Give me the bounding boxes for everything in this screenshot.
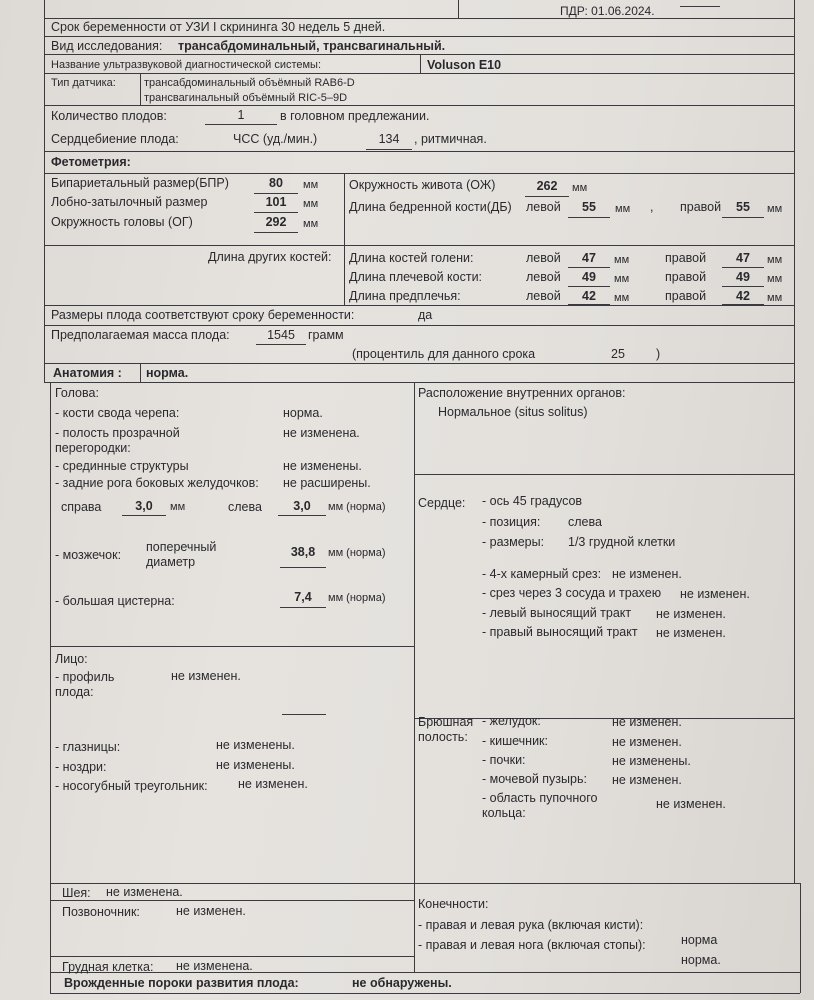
bowel-label: - кишечник:	[482, 734, 548, 748]
value-underline	[205, 124, 277, 125]
horn-right-label: справа	[61, 500, 102, 514]
unit-mm: мм	[614, 254, 630, 266]
ofd-label: Лобно-затылочный размер	[51, 195, 208, 209]
neck-value: не изменена.	[106, 885, 183, 899]
horns-value: не расширены.	[283, 476, 371, 490]
hc-value: 292	[265, 215, 287, 229]
blank-underline	[680, 6, 720, 7]
face-title: Лицо:	[55, 652, 88, 666]
value-underline	[122, 515, 166, 516]
csp-value: не изменена.	[283, 426, 360, 440]
ac-label: Окружность живота (ОЖ)	[349, 178, 496, 192]
other-bones-label: Длина других костей:	[208, 250, 332, 264]
lvot-label: - левый выносящий тракт	[482, 606, 632, 620]
percentile-close: )	[656, 347, 661, 361]
row-divider	[50, 956, 414, 957]
row-divider	[50, 646, 414, 647]
three-vessel-value: не изменен.	[680, 587, 750, 601]
fetus-presentation: в головном предлежании.	[280, 109, 430, 123]
neck-label: Шея:	[62, 886, 91, 900]
bladder-label: - мочевой пузырь:	[482, 772, 587, 786]
right-label: правой	[680, 200, 722, 214]
abdomen-title-2: полость:	[418, 730, 468, 744]
legs-label: - правая и левая нога (включая стопы):	[418, 938, 646, 952]
cisterna-label: - большая цистерна:	[55, 594, 175, 608]
col-divider	[420, 54, 421, 73]
cerebellum-sub-2: диаметр	[146, 555, 196, 569]
weight-value: 1545	[267, 328, 295, 342]
anatomy-value: норма.	[146, 366, 189, 380]
col-divider	[414, 382, 415, 972]
col-divider	[140, 73, 141, 105]
unit-mm: мм	[614, 292, 630, 304]
kidneys-label: - почки:	[482, 753, 526, 767]
row-divider	[50, 900, 414, 901]
anatomy-title: Анатомия :	[53, 366, 122, 380]
humerus-left-value: 49	[582, 270, 596, 284]
malformations-label: Врожденные пороки развития плода:	[64, 976, 299, 990]
left-label: левой	[526, 270, 561, 284]
bladder-value: не изменен.	[612, 773, 682, 787]
right-label: правой	[665, 289, 707, 303]
profile-label-2: плода:	[55, 685, 94, 699]
left-label: левой	[526, 251, 561, 265]
exam-type-value: трансабдоминальный, трансвагинальный.	[178, 39, 446, 53]
col-divider	[140, 363, 141, 382]
rvot-label: - правый выносящий тракт	[482, 625, 638, 639]
horns-label: - задние рога боковых желудочков:	[55, 476, 259, 490]
three-vessel-label: - срез через 3 сосуда и трахею	[482, 586, 662, 600]
nostrils-label: - ноздри:	[55, 760, 107, 774]
heart-rate-label: ЧСС (уд./мин.)	[233, 132, 318, 146]
heart-axis: - ось 45 градусов	[482, 494, 583, 508]
cisterna-value: 7,4	[294, 590, 312, 604]
fl-left-value: 55	[582, 200, 596, 214]
heart-position-label: - позиция:	[482, 515, 541, 529]
value-underline	[278, 515, 326, 516]
unit-mm: мм	[170, 501, 186, 513]
malformations-value: не обнаружены.	[352, 976, 452, 990]
right-label: правой	[665, 251, 707, 265]
percentile-value: 25	[611, 347, 625, 361]
col-divider	[458, 0, 459, 18]
row-divider	[414, 474, 794, 475]
fetometry-title: Фетометрия:	[51, 155, 131, 169]
profile-value: не изменен.	[171, 669, 241, 683]
horn-left-value: 3,0	[293, 499, 311, 513]
size-match-value: да	[418, 308, 433, 322]
row-divider	[50, 993, 800, 994]
csp-label-2: перегородки:	[55, 441, 131, 455]
horn-left-label: слева	[228, 500, 262, 514]
comma: ,	[650, 200, 654, 214]
exam-type-label: Вид исследования:	[51, 39, 163, 53]
four-chamber-value: не изменен.	[612, 567, 682, 581]
profile-label-1: - профиль	[55, 670, 115, 684]
organs-value: Нормальное (situs solitus)	[438, 405, 588, 419]
blank-underline	[282, 714, 326, 715]
humerus-right-value: 49	[736, 270, 750, 284]
cord-label-2: кольца:	[482, 806, 526, 820]
right-border	[794, 0, 795, 883]
orbits-value: не изменены.	[216, 738, 295, 752]
row-divider	[50, 972, 800, 973]
right-border	[800, 883, 801, 993]
cerebellum-label: - мозжечок:	[55, 548, 122, 562]
unit-mm-norm: мм (норма)	[328, 501, 386, 513]
value-underline	[366, 149, 412, 150]
unit-mm: мм	[614, 273, 630, 285]
row-divider	[44, 305, 794, 306]
fl-label: Длина бедренной кости(ДБ)	[349, 200, 512, 214]
organs-title: Расположение внутренних органов:	[418, 386, 626, 400]
row-divider	[44, 18, 794, 19]
stomach-label: - желудок:	[482, 714, 541, 728]
cerebellum-value: 38,8	[290, 545, 316, 559]
orbits-label: - глазницы:	[55, 740, 121, 754]
probe-line-2: трансвагинальный объёмный RIC-5–9D	[144, 92, 348, 104]
value-underline	[254, 193, 298, 194]
four-chamber-label: - 4-х камерный срез:	[482, 567, 602, 581]
value-underline	[254, 212, 298, 213]
row-divider	[44, 245, 794, 246]
percentile-label: (процентиль для данного срока	[352, 347, 536, 361]
weight-label: Предполагаемая масса плода:	[51, 328, 230, 342]
value-underline	[525, 196, 569, 197]
forearm-label: Длина предплечья:	[349, 289, 461, 303]
legs-value: норма.	[681, 953, 721, 967]
value-underline	[568, 286, 610, 287]
head-title: Голова:	[55, 386, 99, 400]
unit-mm: мм	[615, 203, 631, 215]
unit-mm: мм	[303, 198, 319, 210]
left-label: левой	[526, 289, 561, 303]
heart-rate-value: 134	[378, 132, 400, 146]
unit-mm: мм	[767, 292, 783, 304]
weight-unit: грамм	[308, 328, 344, 342]
unit-mm: мм	[767, 203, 783, 215]
horn-right-value: 3,0	[135, 499, 153, 513]
value-underline	[722, 304, 764, 305]
system-value: Voluson E10	[427, 58, 502, 72]
chest-label: Грудная клетка:	[62, 960, 154, 974]
cord-label-1: - область пупочного	[482, 791, 598, 805]
ac-value: 262	[536, 179, 558, 193]
midline-value: не изменены.	[283, 459, 362, 473]
left-border	[50, 382, 51, 994]
chest-value: не изменена.	[176, 959, 253, 973]
unit-mm: мм	[767, 273, 783, 285]
midline-label: - срединные структуры	[55, 459, 189, 473]
ofd-value: 101	[265, 195, 287, 209]
gestational-age: Срок беременности от УЗИ I скрининга 30 недель 5 дней.	[51, 20, 386, 34]
rvot-value: не изменен.	[656, 626, 726, 640]
triangle-label: - носогубный треугольник:	[55, 779, 208, 793]
probe-line-1: трансабдоминальный объёмный RAB6-D	[144, 77, 355, 89]
skull-value: норма.	[283, 406, 323, 420]
arms-label: - правая и левая рука (включая кисти):	[418, 918, 644, 932]
row-divider	[44, 105, 794, 106]
bpd-label: Бипариетальный размер(БПР)	[51, 176, 229, 190]
tibia-label: Длина костей голени:	[349, 251, 474, 265]
row-divider	[44, 151, 794, 152]
value-underline	[568, 267, 610, 268]
right-label: правой	[665, 270, 707, 284]
due-date: ПДР: 01.06.2024.	[560, 4, 655, 18]
heart-title: Сердце:	[418, 496, 466, 510]
unit-mm: мм	[303, 218, 319, 230]
limbs-title: Конечности:	[418, 897, 489, 911]
unit-mm-norm: мм (норма)	[328, 547, 386, 559]
value-underline	[280, 567, 326, 568]
hc-label: Окружность головы (ОГ)	[51, 215, 193, 229]
value-underline	[722, 267, 764, 268]
row-divider	[44, 173, 794, 174]
stomach-value: не изменен.	[612, 715, 682, 729]
triangle-value: не изменен.	[238, 777, 308, 791]
spine-value: не изменен.	[176, 904, 246, 918]
row-divider	[44, 363, 794, 364]
unit-mm: мм	[572, 182, 588, 194]
fl-right-value: 55	[736, 200, 750, 214]
nostrils-value: не изменены.	[216, 758, 295, 772]
value-underline	[568, 304, 610, 305]
cord-value: не изменен.	[656, 797, 726, 811]
size-match-label: Размеры плода соответствуют сроку беременности:	[51, 308, 355, 322]
col-divider	[344, 173, 345, 305]
left-border	[44, 0, 45, 382]
fetus-count-value: 1	[237, 108, 245, 122]
row-divider	[44, 382, 794, 383]
skull-label: - кости свода черепа:	[55, 406, 180, 420]
heartbeat-label: Сердцебиение плода:	[51, 132, 179, 146]
kidneys-value: не изменены.	[612, 754, 691, 768]
row-divider	[44, 36, 794, 37]
row-divider	[44, 73, 794, 74]
fetus-count-label: Количество плодов:	[51, 109, 167, 123]
unit-mm-norm: мм (норма)	[328, 592, 386, 604]
cerebellum-sub-1: поперечный	[146, 540, 217, 554]
value-underline	[722, 286, 764, 287]
unit-mm: мм	[767, 254, 783, 266]
heart-rhythm: , ритмичная.	[414, 132, 487, 146]
heart-position-value: слева	[568, 515, 602, 529]
row-divider	[50, 883, 800, 884]
blank-underline	[592, 18, 664, 19]
system-label: Название ультразвуковой диагностической системы:	[51, 59, 322, 71]
heart-size-label: - размеры:	[482, 535, 545, 549]
bpd-value: 80	[269, 176, 283, 190]
heart-size-value: 1/3 грудной клетки	[568, 535, 676, 549]
lvot-value: не изменен.	[656, 607, 726, 621]
value-underline	[568, 217, 610, 218]
probe-label: Тип датчика:	[51, 77, 116, 89]
row-divider	[44, 325, 794, 326]
unit-mm: мм	[303, 179, 319, 191]
value-underline	[256, 344, 306, 345]
left-label: левой	[526, 200, 561, 214]
forearm-right-value: 42	[736, 289, 750, 303]
humerus-label: Длина плечевой кости:	[349, 270, 483, 284]
tibia-left-value: 47	[582, 251, 596, 265]
tibia-right-value: 47	[736, 251, 750, 265]
value-underline	[280, 607, 326, 608]
abdomen-title-1: Брюшная	[418, 715, 474, 729]
bowel-value: не изменен.	[612, 735, 682, 749]
row-divider	[44, 54, 794, 55]
forearm-left-value: 42	[582, 289, 596, 303]
csp-label-1: - полость прозрачной	[55, 426, 180, 440]
spine-label: Позвоночник:	[62, 905, 140, 919]
value-underline	[722, 217, 764, 218]
arms-value: норма	[681, 933, 718, 947]
value-underline	[254, 232, 298, 233]
